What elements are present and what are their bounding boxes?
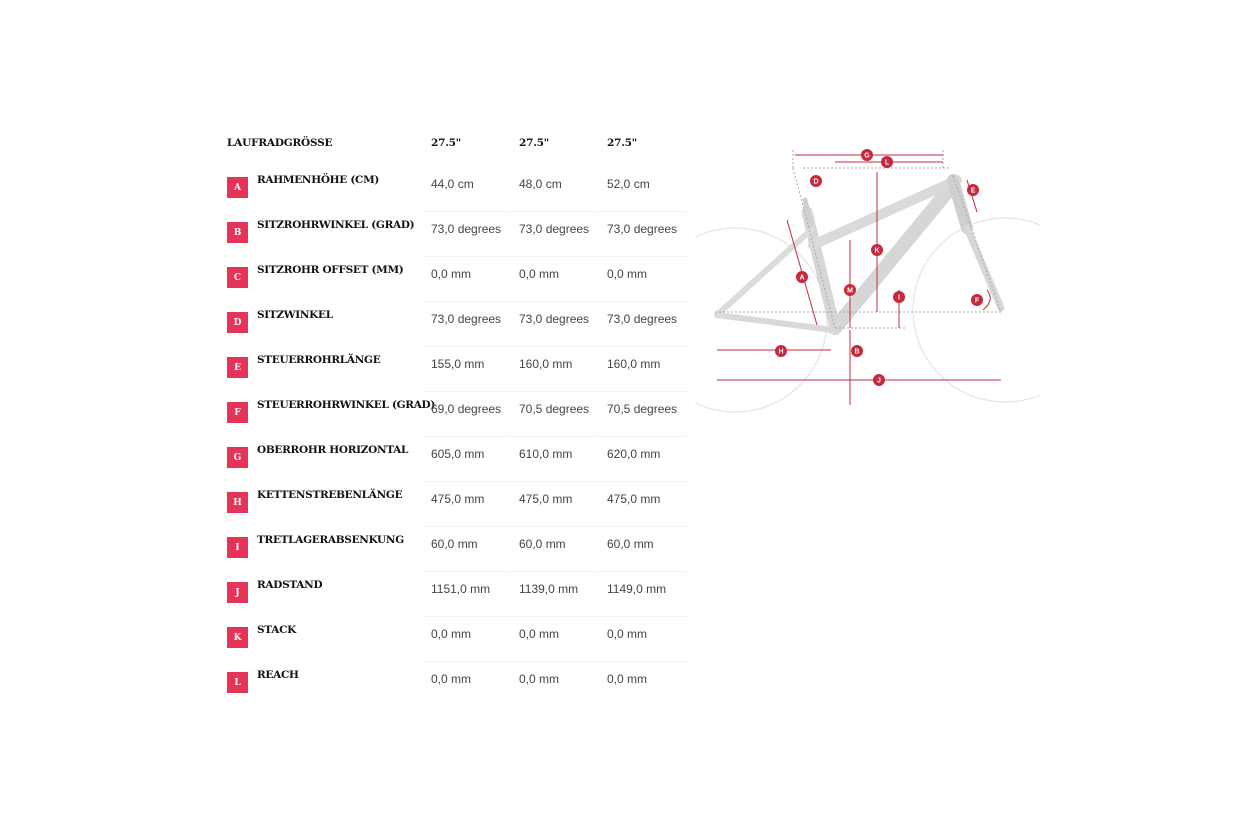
row-label: RADSTAND [257, 579, 323, 591]
table-row [227, 669, 697, 696]
row-separator [425, 661, 510, 662]
row-letter-badge: G [227, 447, 248, 468]
row-letter-badge: B [227, 222, 248, 243]
row-separator [513, 346, 598, 347]
table-row [227, 579, 697, 606]
row-value: 155,0 mm [431, 357, 485, 371]
row-label: SITZROHR OFFSET (MM) [257, 264, 404, 276]
row-separator [425, 616, 510, 617]
marker-label: F [974, 297, 980, 305]
marker-label: B [854, 348, 860, 356]
row-value: 0,0 mm [519, 267, 560, 281]
row-value: 73,0 degrees [519, 222, 590, 236]
row-separator [513, 256, 598, 257]
marker-label: A [799, 274, 805, 282]
row-separator [425, 346, 510, 347]
row-label: TRETLAGERABSENKUNG [257, 534, 404, 546]
row-separator [425, 256, 510, 257]
seat-stay [717, 230, 811, 315]
row-value: 0,0 mm [431, 672, 472, 686]
row-separator [425, 391, 510, 392]
row-label: SITZWINKEL [257, 309, 333, 321]
table-row [227, 354, 697, 381]
row-value: 1149,0 mm [607, 582, 667, 596]
row-label: RAHMENHÖHE (CM) [257, 174, 380, 186]
table-row [227, 264, 697, 291]
row-separator [513, 211, 598, 212]
table-row [227, 399, 697, 426]
row-letter-badge: E [227, 357, 248, 378]
row-separator [425, 436, 510, 437]
row-separator [513, 436, 598, 437]
row-separator [425, 301, 510, 302]
marker-label: K [874, 247, 880, 255]
row-value: 48,0 cm [519, 177, 562, 191]
row-label: STEUERROHRWINKEL (GRAD) [257, 399, 436, 411]
row-separator [513, 661, 598, 662]
row-label: OBERROHR HORIZONTAL [257, 444, 409, 456]
chain-stay [717, 315, 833, 330]
size-column-header-2: 27.5" [519, 137, 550, 149]
row-value: 0,0 mm [607, 267, 648, 281]
row-value: 60,0 mm [519, 537, 566, 551]
row-value: 0,0 mm [519, 672, 560, 686]
row-separator [601, 346, 686, 347]
row-separator [425, 571, 510, 572]
row-separator [601, 436, 686, 437]
row-value: 620,0 mm [607, 447, 661, 461]
bike-geometry-svg [695, 140, 1040, 415]
row-value: 475,0 mm [431, 492, 485, 506]
table-row [227, 624, 697, 651]
row-letter-badge: H [227, 492, 248, 513]
row-separator [601, 211, 686, 212]
row-label: REACH [257, 669, 299, 681]
row-separator [601, 481, 686, 482]
marker-label: D [813, 178, 819, 186]
row-value: 475,0 mm [519, 492, 573, 506]
row-value: 0,0 mm [431, 627, 472, 641]
row-value: 44,0 cm [431, 177, 474, 191]
dim-f [983, 290, 990, 310]
row-separator [513, 616, 598, 617]
row-value: 605,0 mm [431, 447, 485, 461]
row-label: STEUERROHRLÄNGE [257, 354, 381, 366]
row-letter-badge: C [227, 267, 248, 288]
row-value: 0,0 mm [519, 627, 560, 641]
row-value: 73,0 degrees [607, 312, 678, 326]
row-separator [601, 616, 686, 617]
row-value: 0,0 mm [607, 672, 648, 686]
row-value: 160,0 mm [519, 357, 573, 371]
table-row [227, 219, 697, 246]
row-value: 160,0 mm [607, 357, 661, 371]
row-letter-badge: K [227, 627, 248, 648]
row-value: 73,0 degrees [519, 312, 590, 326]
row-separator [601, 526, 686, 527]
row-letter-badge: F [227, 402, 248, 423]
row-value: 0,0 mm [607, 627, 648, 641]
row-label: KETTENSTREBENLÄNGE [257, 489, 403, 501]
row-letter-badge: I [227, 537, 248, 558]
row-separator [513, 526, 598, 527]
table-row [227, 489, 697, 516]
row-value: 69,0 degrees [431, 402, 502, 416]
row-value: 73,0 degrees [607, 222, 678, 236]
row-value: 60,0 mm [607, 537, 654, 551]
row-value: 475,0 mm [607, 492, 661, 506]
bike-geometry-diagram [695, 140, 1040, 420]
row-separator [601, 256, 686, 257]
row-separator [425, 481, 510, 482]
row-letter-badge: D [227, 312, 248, 333]
table-row [227, 444, 697, 471]
marker-label: H [778, 348, 784, 356]
row-value: 70,5 degrees [607, 402, 678, 416]
wheel-size-header: LAUFRADGRÖSSE [227, 137, 333, 149]
marker-label: E [970, 187, 976, 195]
marker-label: L [884, 159, 890, 167]
marker-label: M [847, 287, 853, 295]
row-value: 73,0 degrees [431, 222, 502, 236]
row-value: 70,5 degrees [519, 402, 590, 416]
row-separator [513, 571, 598, 572]
row-separator [513, 481, 598, 482]
marker-label: G [864, 152, 870, 160]
row-separator [425, 211, 510, 212]
row-letter-badge: A [227, 177, 248, 198]
row-value: 1151,0 mm [431, 582, 491, 596]
row-separator [601, 301, 686, 302]
row-separator [601, 571, 686, 572]
row-label: STACK [257, 624, 296, 636]
row-value: 60,0 mm [431, 537, 478, 551]
row-separator [425, 526, 510, 527]
table-row [227, 534, 697, 561]
marker-label: J [877, 377, 881, 385]
row-separator [601, 661, 686, 662]
size-column-header-1: 27.5" [431, 137, 462, 149]
size-column-header-3: 27.5" [607, 137, 638, 149]
head-tube [953, 180, 967, 228]
row-letter-badge: J [227, 582, 248, 603]
row-separator [513, 391, 598, 392]
marker-label: I [898, 294, 900, 302]
row-value: 73,0 degrees [431, 312, 502, 326]
row-separator [513, 301, 598, 302]
row-separator [601, 391, 686, 392]
table-row [227, 309, 697, 336]
frame-tubes [717, 180, 1001, 330]
row-value: 52,0 cm [607, 177, 650, 191]
row-label: SITZROHRWINKEL (GRAD) [257, 219, 415, 231]
table-row [227, 174, 697, 201]
fork [967, 228, 1001, 308]
row-value: 0,0 mm [431, 267, 472, 281]
row-letter-badge: L [227, 672, 248, 693]
row-value: 610,0 mm [519, 447, 573, 461]
row-value: 1139,0 mm [519, 582, 579, 596]
